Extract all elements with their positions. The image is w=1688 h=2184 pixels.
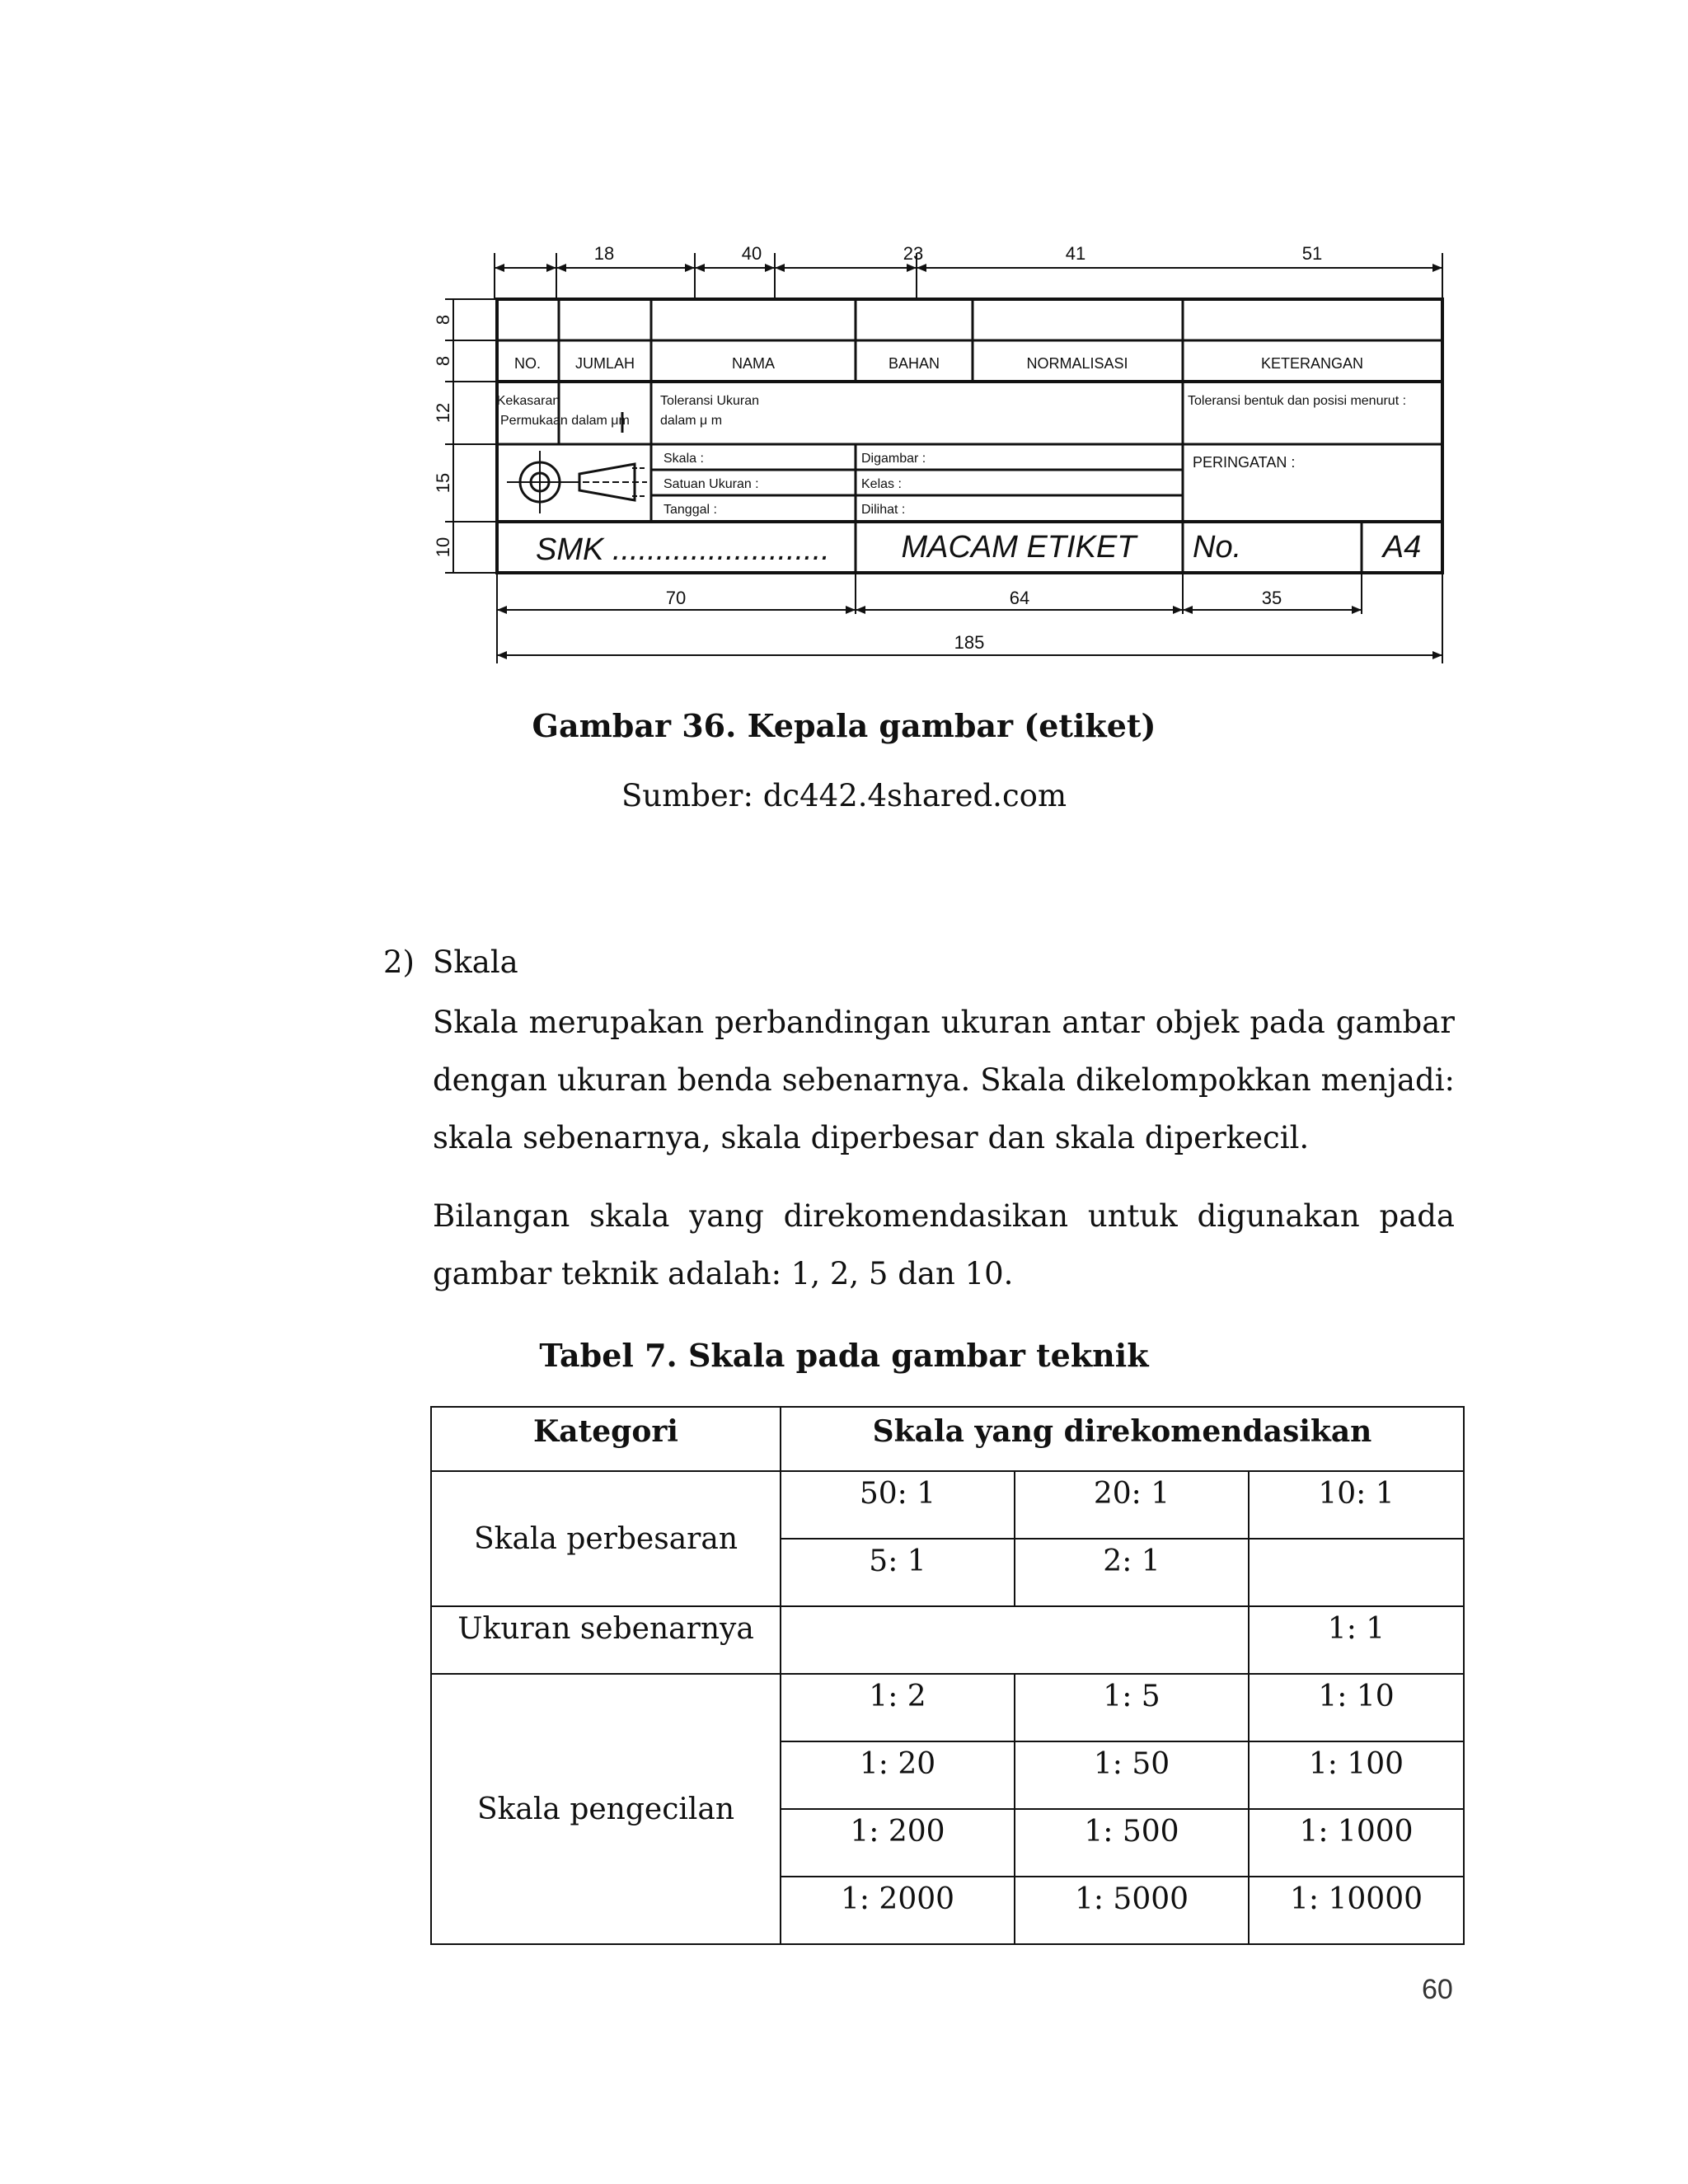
- table-cell: 20: 1: [1015, 1471, 1249, 1539]
- dim-top-4: 41: [1065, 243, 1086, 264]
- label-perbesaran: Skala perbesaran: [431, 1471, 781, 1606]
- title-block-figure: [424, 235, 1455, 672]
- title-block-drawing: [424, 235, 1455, 672]
- dim-left-4: 15: [433, 472, 453, 494]
- table-cell: 10: 1: [1249, 1471, 1464, 1539]
- no-field: No.: [1193, 530, 1242, 565]
- section-title: Skala: [433, 944, 518, 980]
- page-number: 60: [1422, 1974, 1453, 2005]
- table-cell: 1: 1: [1249, 1606, 1464, 1674]
- dim-bottom-2: 64: [1009, 588, 1030, 608]
- tanggal-field: Tanggal :: [663, 503, 717, 517]
- dim-top-3: 23: [903, 243, 924, 264]
- hdr-bahan: BAHAN: [888, 355, 940, 372]
- hdr-keterangan: KETERANGAN: [1260, 355, 1364, 372]
- scale-table: [430, 1406, 1465, 1945]
- table-caption: Tabel 7. Skala pada gambar teknik: [539, 1337, 1149, 1374]
- table-row: [431, 1606, 1464, 1674]
- kekasaran-line2: Permukaan dalam μm: [500, 414, 630, 428]
- table-cell-empty: [781, 1606, 1249, 1674]
- table-cell: 1: 20: [781, 1741, 1015, 1809]
- table-cell: 1: 200: [781, 1809, 1015, 1877]
- table-cell: 50: 1: [781, 1471, 1015, 1539]
- skala-field: Skala :: [663, 452, 704, 466]
- table-cell: 1: 100: [1249, 1741, 1464, 1809]
- table-cell: 1: 5: [1015, 1674, 1249, 1741]
- toleransi-line2: dalam μ m: [660, 414, 723, 428]
- table-cell: 1: 1000: [1249, 1809, 1464, 1877]
- table-row: [431, 1674, 1464, 1741]
- kelas-field: Kelas :: [861, 477, 902, 491]
- table-cell: 2: 1: [1015, 1539, 1249, 1606]
- hdr-no: NO.: [513, 355, 542, 372]
- paragraph-recommended: Bilangan skala yang direkomendasikan untuk digunakan pada gambar teknik adalah: 1, 2, 5 dan 10.: [433, 1198, 1455, 1291]
- figure-caption: Gambar 36. Kepala gambar (etiket): [532, 707, 1156, 744]
- satuan-field: Satuan Ukuran :: [663, 477, 759, 491]
- dim-left-2: 8: [433, 355, 453, 367]
- dilihat-field: Dilihat :: [861, 503, 906, 517]
- dim-left-1: 8: [433, 314, 453, 326]
- section-number: 2): [383, 944, 415, 980]
- dim-top-5: 51: [1301, 243, 1323, 264]
- figure-source: Sumber: dc442.4shared.com: [621, 778, 1067, 813]
- table-cell: 1: 50: [1015, 1741, 1249, 1809]
- table-cell: 1: 2000: [781, 1877, 1015, 1944]
- header-skala: Skala yang direkomendasikan: [781, 1407, 1464, 1471]
- dim-bottom-3: 35: [1261, 588, 1282, 608]
- kekasaran-line1: Kekasaran: [496, 394, 560, 408]
- dim-bottom-1: 70: [665, 588, 687, 608]
- table-cell: [1249, 1539, 1464, 1606]
- table-cell: 5: 1: [781, 1539, 1015, 1606]
- paper-size: A4: [1382, 530, 1422, 565]
- dim-total: 185: [954, 632, 985, 653]
- hdr-jumlah: JUMLAH: [574, 355, 635, 372]
- label-sebenarnya: Ukuran sebenarnya: [431, 1606, 781, 1674]
- table-cell: 1: 2: [781, 1674, 1015, 1741]
- dim-left-5: 10: [433, 537, 453, 558]
- smk-field: SMK .........................: [536, 532, 830, 567]
- dim-left-3: 12: [433, 402, 453, 424]
- macam-etiket: MACAM ETIKET: [901, 530, 1137, 565]
- header-kategori: Kategori: [431, 1407, 781, 1471]
- dim-top-1: 18: [593, 243, 615, 264]
- toleransi-line1: Toleransi Ukuran: [660, 394, 760, 408]
- table-cell: 1: 500: [1015, 1809, 1249, 1877]
- table-cell: 1: 10: [1249, 1674, 1464, 1741]
- hdr-normalisasi: NORMALISASI: [1026, 355, 1128, 372]
- peringatan-field: PERINGATAN :: [1193, 454, 1296, 471]
- hdr-nama: NAMA: [731, 355, 776, 372]
- label-pengecilan: Skala pengecilan: [431, 1674, 781, 1944]
- toleransi-bentuk: Toleransi bentuk dan posisi menurut :: [1188, 394, 1407, 408]
- table-header-row: [431, 1407, 1464, 1471]
- paragraph-definition: Skala merupakan perbandingan ukuran antar objek pada gambar dengan ukuran benda sebenarnya. Skala dikelompokkan menjadi: skala sebenarnya, skala diperbesar dan skala diperkecil.: [433, 1005, 1455, 1155]
- table-cell: 1: 10000: [1249, 1877, 1464, 1944]
- dim-top-2: 40: [741, 243, 762, 264]
- table-row: [431, 1471, 1464, 1539]
- digambar-field: Digambar :: [861, 452, 926, 466]
- table-cell: 1: 5000: [1015, 1877, 1249, 1944]
